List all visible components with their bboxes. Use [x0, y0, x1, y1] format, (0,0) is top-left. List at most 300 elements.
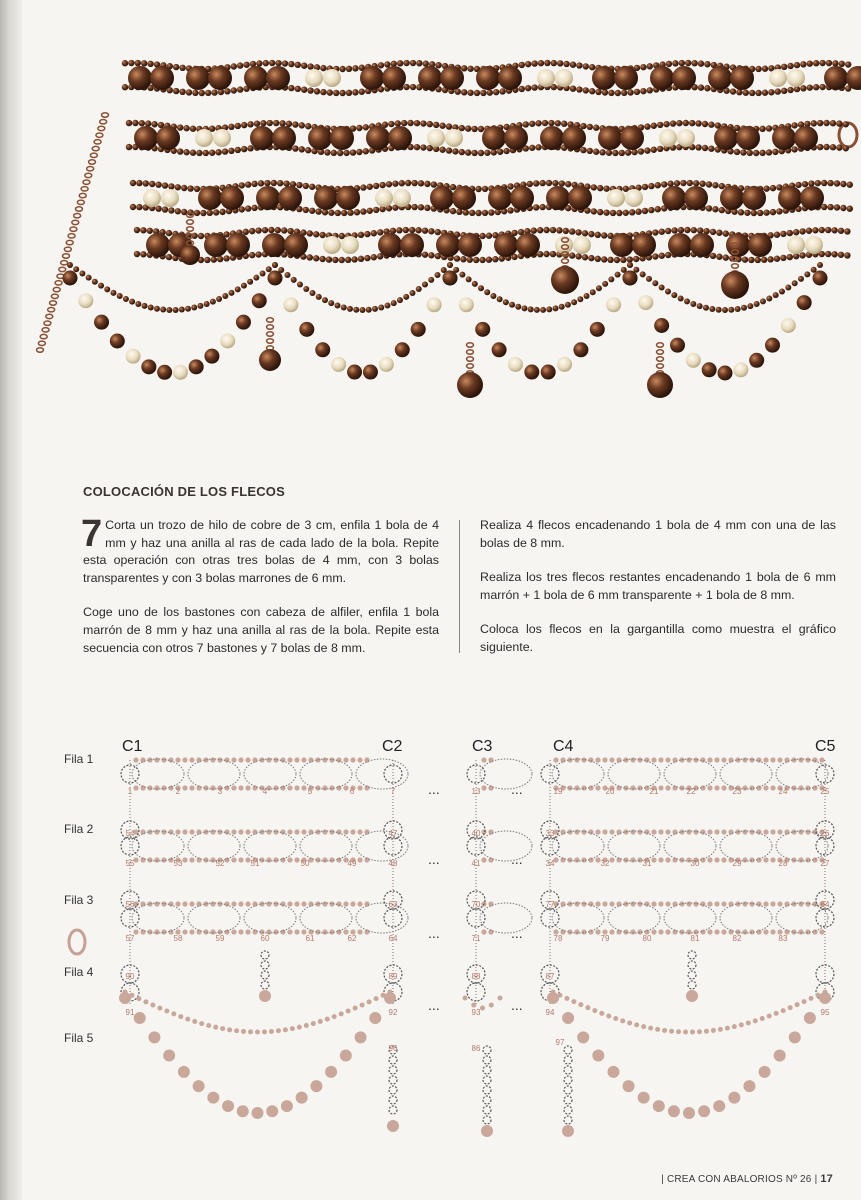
bead-loop — [608, 759, 660, 789]
bead-number: 49 — [347, 859, 357, 868]
seed-bead — [345, 257, 351, 263]
swag-bead — [638, 1092, 650, 1104]
crystal-bead — [445, 129, 463, 147]
bronze-bead — [632, 233, 656, 257]
swag-bead — [732, 1024, 737, 1029]
swag-bead — [104, 286, 110, 292]
swag-bead — [596, 285, 602, 291]
seed-bead — [452, 148, 458, 154]
seed-bead — [282, 60, 288, 66]
swag-bead — [602, 281, 608, 287]
swag-bead — [497, 296, 503, 302]
chain-link — [87, 167, 94, 171]
swag-bead — [592, 1050, 604, 1062]
swag-bead — [411, 322, 426, 337]
seed-bead — [308, 829, 313, 834]
bead-number: 53 — [173, 859, 183, 868]
seed-bead — [767, 256, 773, 262]
seed-bead — [469, 210, 475, 216]
seed-bead — [386, 181, 392, 187]
seed-bead — [582, 230, 588, 236]
swag-bead — [577, 296, 583, 302]
ellipsis: ... — [428, 925, 440, 941]
seed-bead — [182, 857, 187, 862]
seed-bead — [838, 228, 844, 234]
swag-bead — [210, 299, 216, 305]
crystal-bead — [213, 129, 231, 147]
swag-bead — [585, 1005, 590, 1010]
drop-bead — [551, 266, 579, 294]
seed-bead — [130, 204, 136, 210]
seed-bead — [414, 120, 420, 126]
bronze-bead — [150, 66, 174, 90]
swag-bead — [363, 365, 378, 380]
seed-bead — [638, 148, 644, 154]
seed-bead — [763, 785, 768, 790]
swag-bead — [222, 1100, 234, 1112]
seed-bead — [808, 180, 814, 186]
swag-bead — [283, 297, 298, 312]
seed-bead — [488, 901, 493, 906]
seed-bead — [813, 60, 819, 66]
bronze-bead — [418, 66, 442, 90]
seed-bead — [834, 180, 840, 186]
chain-link — [53, 287, 60, 291]
seed-bead — [634, 89, 640, 95]
bronze-bead — [458, 233, 482, 257]
seed-bead — [519, 62, 525, 68]
seed-bead — [343, 901, 348, 906]
seed-bead — [674, 180, 680, 186]
seed-bead — [258, 180, 264, 186]
seed-bead — [728, 901, 733, 906]
swag-bead — [447, 262, 453, 268]
bead-number: 24 — [778, 787, 788, 796]
seed-bead — [616, 210, 622, 216]
seed-bead — [840, 181, 846, 187]
chain-link — [267, 332, 274, 336]
seed-bead — [574, 829, 579, 834]
seed-bead — [800, 85, 806, 91]
seed-bead — [623, 186, 629, 192]
seed-bead — [679, 60, 685, 66]
row-label-fila-5: Fila 5 — [64, 1031, 94, 1045]
jump-ring — [467, 909, 485, 927]
seed-bead — [533, 204, 539, 210]
seed-bead — [535, 144, 541, 150]
seed-bead — [763, 185, 769, 191]
swag-bead — [206, 1023, 211, 1028]
swag-bead — [134, 1012, 146, 1024]
seed-bead — [548, 120, 554, 126]
seed-bead — [182, 929, 187, 934]
bronze-bead — [134, 126, 158, 150]
seed-bead — [800, 61, 806, 67]
seed-bead — [607, 257, 613, 263]
seed-bead — [707, 757, 712, 762]
seed-bead — [627, 89, 633, 95]
seed-bead — [420, 144, 426, 150]
seed-bead — [580, 123, 586, 129]
seed-bead — [686, 901, 691, 906]
swag-bead — [728, 307, 734, 313]
swag-bead — [247, 279, 253, 285]
seed-bead — [122, 84, 128, 90]
seed-bead — [734, 149, 740, 155]
chain-link — [92, 146, 99, 150]
bead-number: 6 — [349, 787, 355, 796]
bronze-bead — [730, 66, 754, 90]
seed-bead — [395, 120, 401, 126]
seed-bead — [243, 229, 249, 235]
seed-bead — [763, 901, 768, 906]
chain-link — [46, 314, 53, 318]
bead-number: 29 — [732, 859, 742, 868]
bead-loop — [552, 903, 604, 933]
seed-bead — [531, 227, 537, 233]
swag-bead — [296, 1092, 308, 1104]
jump-ring — [483, 1086, 491, 1094]
seed-bead — [143, 180, 149, 186]
seed-bead — [588, 231, 594, 237]
seed-bead — [132, 120, 138, 126]
bead-loop — [480, 903, 532, 933]
crystal-bead — [625, 189, 643, 207]
swag-bead — [646, 276, 652, 282]
bronze-bead — [476, 66, 500, 90]
seed-bead — [175, 829, 180, 834]
swag-bead — [648, 1026, 653, 1031]
row-label-fila-2: Fila 2 — [64, 822, 94, 836]
swag-bead — [283, 1027, 288, 1032]
seed-bead — [659, 253, 665, 259]
seed-bead — [352, 89, 358, 95]
seed-bead — [847, 182, 853, 188]
seed-bead — [231, 857, 236, 862]
seed-bead — [630, 757, 635, 762]
seed-bead — [770, 857, 775, 862]
seed-bead — [459, 125, 465, 131]
seed-bead — [560, 901, 565, 906]
seed-bead — [687, 180, 693, 186]
swag-bead — [355, 1031, 367, 1043]
seed-bead — [633, 256, 639, 262]
bead-loop — [480, 759, 532, 789]
swag-bead — [269, 1029, 274, 1034]
seed-bead — [770, 757, 775, 762]
crystal-bead — [195, 129, 213, 147]
seed-bead — [207, 210, 213, 216]
swag-bead — [189, 359, 204, 374]
chain-link — [63, 254, 70, 258]
seed-bead — [414, 144, 420, 150]
seed-bead — [196, 901, 201, 906]
seed-bead — [538, 60, 544, 66]
seed-bead — [658, 929, 663, 934]
swag-bead — [136, 996, 141, 1001]
chain-link — [85, 173, 92, 177]
seed-bead — [327, 89, 333, 95]
seed-bead — [759, 150, 765, 156]
bronze-bead — [568, 186, 592, 210]
seed-bead — [537, 251, 543, 257]
seed-bead — [651, 757, 656, 762]
seed-bead — [401, 120, 407, 126]
seed-bead — [287, 757, 292, 762]
seed-bead — [556, 227, 562, 233]
column-label-c1: C1 — [122, 738, 143, 755]
bead-number: 23 — [732, 787, 742, 796]
seed-bead — [294, 757, 299, 762]
seed-bead — [616, 857, 621, 862]
seed-bead — [418, 204, 424, 210]
swag-bead — [347, 306, 353, 312]
seed-bead — [350, 757, 355, 762]
seed-bead — [166, 230, 172, 236]
seed-bead — [819, 227, 825, 233]
swag-bead — [746, 1020, 751, 1025]
ellipsis: ... — [428, 851, 440, 867]
seed-bead — [126, 120, 132, 126]
seed-bead — [775, 88, 781, 94]
seed-bead — [479, 233, 485, 239]
seed-bead — [665, 901, 670, 906]
seed-bead — [275, 227, 281, 233]
seed-bead — [815, 180, 821, 186]
seed-bead — [583, 87, 589, 93]
bronze-bead — [266, 66, 290, 90]
seed-bead — [644, 147, 650, 153]
seed-bead — [595, 89, 601, 95]
seed-bead — [702, 145, 708, 151]
seed-bead — [341, 210, 347, 216]
seed-bead — [714, 757, 719, 762]
swag-bead — [754, 301, 760, 307]
seed-bead — [574, 785, 579, 790]
bead-loop — [188, 831, 240, 861]
seed-bead — [303, 207, 309, 213]
seed-bead — [210, 785, 215, 790]
seed-bead — [609, 757, 614, 762]
seed-bead — [698, 60, 704, 66]
swag-bead — [318, 1019, 323, 1024]
seed-bead — [823, 120, 829, 126]
seed-bead — [830, 120, 836, 126]
seed-bead — [616, 829, 621, 834]
seed-bead — [806, 228, 812, 234]
swag-bead — [235, 286, 241, 292]
seed-bead — [583, 63, 589, 69]
seed-bead — [122, 60, 128, 66]
swag-bead — [193, 1080, 205, 1092]
seed-bead — [357, 929, 362, 934]
seed-bead — [589, 64, 595, 70]
seed-bead — [559, 180, 565, 186]
swag-bead — [262, 1029, 267, 1034]
seed-bead — [665, 785, 670, 790]
seed-bead — [603, 185, 609, 191]
bronze-bead — [650, 66, 674, 90]
footer-separator: | — [661, 1174, 664, 1185]
seed-bead — [570, 61, 576, 67]
seed-bead — [301, 901, 306, 906]
swag-bead — [665, 288, 671, 294]
jump-ring — [121, 765, 139, 783]
seed-bead — [658, 829, 663, 834]
seed-bead — [275, 60, 281, 66]
seed-bead — [574, 757, 579, 762]
swag-bead — [197, 303, 203, 309]
seed-bead — [446, 123, 452, 129]
swag-bead — [809, 996, 814, 1001]
seed-bead — [183, 125, 189, 131]
swag-bead — [641, 1024, 646, 1029]
chain-link — [61, 261, 68, 265]
seed-bead — [231, 929, 236, 934]
bead-number: 2 — [175, 787, 181, 796]
seed-bead — [154, 857, 159, 862]
jump-ring — [541, 909, 559, 927]
bead-loop — [608, 903, 660, 933]
swag-bead — [760, 1016, 765, 1021]
jump-ring — [688, 971, 696, 979]
bead-number: 50 — [300, 859, 310, 868]
chain-link — [38, 341, 45, 345]
seed-bead — [301, 785, 306, 790]
swag-bead — [459, 297, 474, 312]
swag-bead — [564, 996, 569, 1001]
bead-number: 26 — [820, 829, 830, 838]
seed-bead — [363, 148, 369, 154]
seed-bead — [784, 757, 789, 762]
swag-bead — [241, 283, 247, 289]
seed-bead — [287, 829, 292, 834]
seed-bead — [309, 184, 315, 190]
seed-bead — [454, 255, 460, 261]
chain-link — [72, 220, 79, 224]
bead-number: 3 — [217, 787, 223, 796]
bead-number: 82 — [732, 934, 742, 943]
bead-number: 56 — [125, 900, 135, 909]
seed-bead — [836, 120, 842, 126]
instruction-paragraph: Coloca los flecos en la gargantilla como muestra el gráfico siguiente. — [480, 622, 836, 654]
crystal-bead — [555, 69, 573, 87]
swag-bead — [378, 304, 384, 310]
crystal-bead — [341, 236, 359, 254]
seed-bead — [811, 120, 817, 126]
seed-bead — [742, 829, 747, 834]
swag-bead — [804, 271, 810, 277]
chain-link — [90, 153, 97, 157]
seed-bead — [154, 829, 159, 834]
seed-bead — [834, 204, 840, 210]
seed-bead — [671, 227, 677, 233]
seed-bead — [533, 180, 539, 186]
seed-bead — [603, 209, 609, 215]
seed-bead — [819, 757, 824, 762]
seed-bead — [721, 901, 726, 906]
footer-issue: Nº 26 — [785, 1174, 812, 1185]
swag-bead — [353, 307, 359, 313]
seed-bead — [136, 180, 142, 186]
seed-bead — [648, 183, 654, 189]
bead-number: 40 — [471, 829, 481, 838]
swag-bead — [711, 1028, 716, 1033]
seed-bead — [292, 145, 298, 151]
swag-bead — [774, 1011, 779, 1016]
seed-bead — [136, 204, 142, 210]
swag-bead — [346, 1009, 351, 1014]
swag-bead — [268, 271, 283, 286]
bead-number: 70 — [471, 900, 481, 909]
jump-ring — [483, 1066, 491, 1074]
swag-bead — [335, 303, 341, 309]
seed-bead — [557, 60, 563, 66]
bead-number: 19 — [553, 787, 563, 796]
seed-bead — [825, 251, 831, 257]
seed-bead — [770, 901, 775, 906]
seed-bead — [231, 785, 236, 790]
seed-bead — [473, 257, 479, 263]
seed-bead — [542, 120, 548, 126]
swag-bead — [252, 1107, 264, 1119]
seed-bead — [205, 90, 211, 96]
chain-link — [187, 220, 194, 224]
swag-bead — [703, 305, 709, 311]
bronze-bead — [494, 233, 518, 257]
swag-bead — [276, 1028, 281, 1033]
seed-bead — [630, 829, 635, 834]
crystal-bead — [787, 236, 805, 254]
jump-ring — [564, 1066, 572, 1074]
swag-bead — [606, 297, 621, 312]
seed-bead — [652, 229, 658, 235]
seed-bead — [130, 180, 136, 186]
seed-bead — [266, 901, 271, 906]
seed-bead — [467, 90, 473, 96]
seed-bead — [482, 186, 488, 192]
seed-bead — [551, 60, 557, 66]
swag-bead — [584, 293, 590, 299]
crystal-bead — [143, 189, 161, 207]
seed-bead — [238, 929, 243, 934]
swag-bead — [795, 1002, 800, 1007]
seed-bead — [699, 181, 705, 187]
step-number-dropcap: 7 — [81, 513, 103, 555]
lobster-clasp — [839, 123, 857, 147]
seed-bead — [766, 125, 772, 131]
bead-number: 60 — [260, 934, 270, 943]
seed-bead — [305, 123, 311, 129]
swag-bead — [67, 262, 73, 268]
seed-bead — [531, 84, 537, 90]
seed-bead — [616, 901, 621, 906]
seed-bead — [211, 89, 217, 95]
seed-bead — [465, 125, 471, 131]
seed-bead — [343, 757, 348, 762]
seed-bead — [294, 785, 299, 790]
seed-bead — [525, 61, 531, 67]
swag-bead — [427, 297, 442, 312]
seed-bead — [802, 181, 808, 187]
bead-number: 83 — [778, 934, 788, 943]
seed-bead — [843, 121, 849, 127]
bronze-bead — [278, 186, 302, 210]
swag-bead — [79, 271, 85, 277]
seed-bead — [587, 124, 593, 130]
seed-bead — [707, 785, 712, 790]
bronze-bead — [146, 233, 170, 257]
